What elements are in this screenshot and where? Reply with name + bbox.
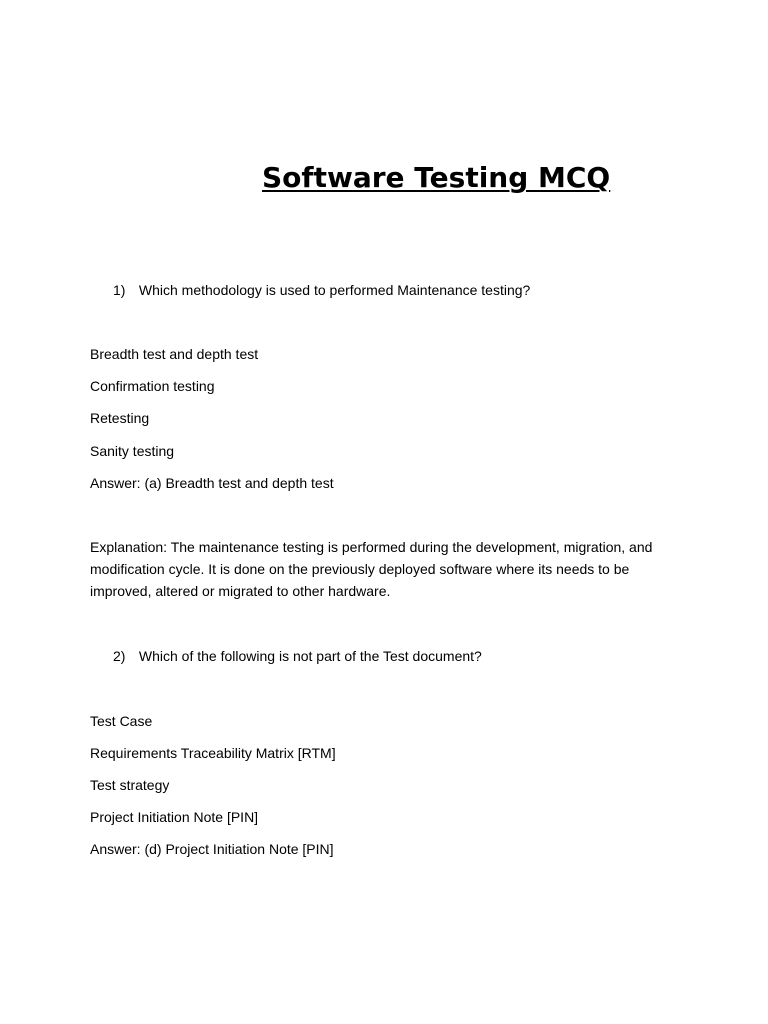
option-2c: Test strategy [90,777,170,793]
option-1b: Confirmation testing [90,378,215,394]
option-1c: Retesting [90,410,150,426]
question-number: 1) [113,282,126,298]
option-1d: Sanity testing [90,443,175,459]
question-2 [113,645,482,667]
question-1 [113,279,530,301]
question-number: 2) [113,648,126,664]
question-text: Which of the following is not part of the Test document? [138,648,482,664]
option-2a: Test Case [90,713,153,729]
option-2d: Project Initiation Note [PIN] [90,809,259,825]
option-2b: Requirements Traceability Matrix [RTM] [90,745,336,761]
answer-1: Answer: (a) Breadth test and depth test [90,475,334,491]
page-title: Software Testing MCQ [262,161,611,194]
question-text: Which methodology is used to performed Maintenance testing? [138,282,531,298]
explanation-1: Explanation: The maintenance testing is performed during the development, migration, and modification cycle. It is done on the previously deployed software where its needs to be improved, altered or migrated to other hardware. [90,539,653,599]
option-1a: Breadth test and depth test [90,346,259,362]
answer-2: Answer: (d) Project Initiation Note [PIN] [90,841,334,857]
